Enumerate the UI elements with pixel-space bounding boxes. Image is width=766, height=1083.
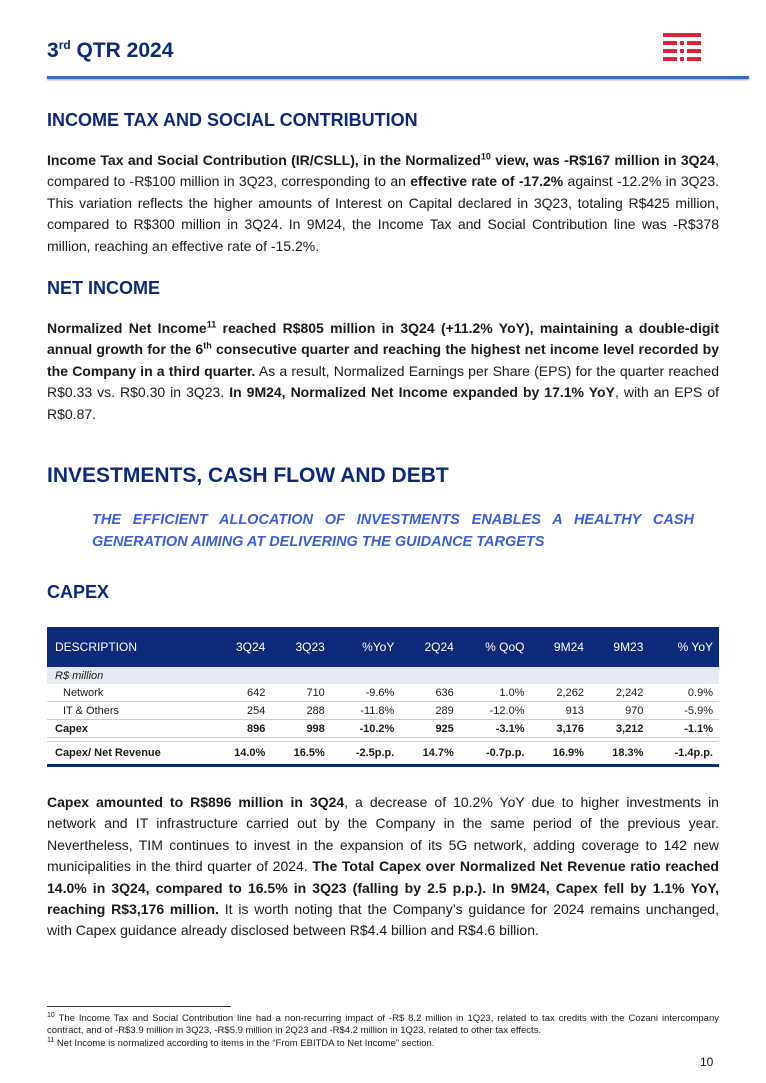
table-row (47, 742, 719, 766)
table-unit-row (47, 667, 719, 684)
header-yoy-quarter: %YoY (331, 627, 401, 667)
table-cell: -11.8% (331, 702, 401, 720)
table-cell: 16.9% (530, 742, 589, 766)
table-cell: 642 (212, 684, 271, 702)
table-cell: 970 (590, 702, 649, 720)
table-cell: 289 (400, 702, 459, 720)
table-cell: 2,242 (590, 684, 649, 702)
header-2q24: 2Q24 (400, 627, 459, 667)
table-row (47, 702, 719, 720)
page-header-title: 3rd QTR 2024 (47, 38, 174, 62)
table-cell: 14.7% (400, 742, 459, 766)
footnote-11: $^{11}$ Net Income is normalized according to items in the “From EBITDA to Net Income” section. (47, 1036, 435, 1049)
net-income-heading: NET INCOME (47, 278, 161, 298)
table-cell: -2.5p.p. (331, 742, 401, 766)
table-cell: 288 (271, 702, 330, 720)
table-cell: 3,176 (530, 720, 589, 738)
row-label: IT & Others (47, 702, 212, 720)
table-cell: 636 (400, 684, 459, 702)
table-cell: -12.0% (460, 702, 531, 720)
table-cell: -3.1% (460, 720, 531, 738)
table-cell: 913 (530, 702, 589, 720)
footnote-10: $^{10}$ The Income Tax and Social Contribution line had a non-recurring impact of -R$ 8.2 million in 1Q23, related to tax credits with the Cozani intercompany contract, and of -R$3.9 million in 3Q23, -R$5.9 million in 2Q23 and -R$4.2 million in 1Q23, related to other tax effects. (47, 1011, 719, 1036)
header-divider (47, 76, 749, 79)
header-3q24: 3Q24 (212, 627, 271, 667)
capex-table (47, 627, 719, 767)
net-income-paragraph: Normalized Net Income$^{11}$ reached R$805 million in 3Q24 (+11.2% YoY), maintaining a double-digit annual growth for the 6th consecutive quarter and reaching the highest net income level recorded by the Company in a third quarter. As a result, Normalized Earnings per Share (EPS) for the quarter reached R$0.33 vs. R$0.30 in 3Q23. In 9M24, Normalized Net Income expanded by 17.1% YoY, with an EPS of R$0.87. (47, 319, 720, 422)
header-yoy-9m: % YoY (649, 627, 719, 667)
table-cell: 254 (212, 702, 271, 720)
income-tax-paragraph: Income Tax and Social Contribution (IR/CSLL), in the Normalized$^{10}$ view, was -R$167 million in 3Q24, compared to -R$100 million in 3Q23, corresponding to an effective rate of -17.2% against -12.2% in 3Q23. This variation reflects the higher amounts of Interest on Capital declared in 3Q23, totaling R$425 million, compared to R$300 million in 3Q24. In 9M24, the Income Tax and Social Contribution line was -R$378 million, reaching an effective rate of -15.2%. (47, 151, 719, 254)
income-tax-heading: INCOME TAX AND SOCIAL CONTRIBUTION (47, 110, 418, 130)
header-9m23: 9M23 (590, 627, 649, 667)
table-cell: -9.6% (331, 684, 401, 702)
table-cell: 896 (212, 720, 271, 738)
row-label: Network (47, 684, 212, 702)
header-3q23: 3Q23 (271, 627, 330, 667)
table-cell: 18.3% (590, 742, 649, 766)
investments-tagline: THE EFFICIENT ALLOCATION OF INVESTMENTS ENABLES A HEALTHY CASH GENERATION AIMING AT DELIVERING THE GUIDANCE TARGETS (92, 512, 694, 550)
table-cell: 1.0% (460, 684, 531, 702)
table-row (47, 684, 719, 702)
tim-logo-icon (663, 33, 701, 63)
table-unit-label: R$ million (47, 667, 719, 684)
table-cell: -1.1% (649, 720, 719, 738)
row-label: Capex (47, 720, 212, 738)
table-cell: -10.2% (331, 720, 401, 738)
table-cell: -1.4p.p. (649, 742, 719, 766)
table-cell: -0.7p.p. (460, 742, 531, 766)
header-qoq: % QoQ (460, 627, 531, 667)
capex-paragraph: Capex amounted to R$896 million in 3Q24, a decrease of 10.2% YoY due to higher investments in network and IT infrastructure carried out by the Company in the same period of the previous year. Nevertheless, TIM continues to invest in the expansion of its 5G network, adding coverage to 142 new municipalities in the third quarter of 2024. The Total Capex over Normalized Net Revenue ratio reached 14.0% in 3Q24, compared to 16.5% in 3Q23 (falling by 2.5 p.p.). In 9M24, Capex fell by 1.1% YoY, reaching R$3,176 million. It is worth noting that the Company’s guidance for 2024 remains unchanged, with Capex guidance already disclosed between R$4.4 billion and R$4.6 billion. (47, 794, 719, 939)
investments-heading: INVESTMENTS, CASH FLOW AND DEBT (47, 464, 449, 487)
table-cell: 14.0% (212, 742, 271, 766)
header-description: DESCRIPTION (47, 627, 212, 667)
table-cell: 710 (271, 684, 330, 702)
footnote-divider (47, 1006, 231, 1007)
table-cell: 925 (400, 720, 459, 738)
page-number: 10 (700, 1055, 714, 1069)
header-9m24: 9M24 (530, 627, 589, 667)
table-cell: 2,262 (530, 684, 589, 702)
row-label: Capex/ Net Revenue (47, 742, 212, 766)
capex-table-header-row (47, 627, 719, 667)
table-cell: 3,212 (590, 720, 649, 738)
table-cell: 16.5% (271, 742, 330, 766)
table-cell: 998 (271, 720, 330, 738)
table-row (47, 720, 719, 738)
capex-heading: CAPEX (47, 582, 110, 602)
table-cell: 0.9% (649, 684, 719, 702)
table-cell: -5.9% (649, 702, 719, 720)
